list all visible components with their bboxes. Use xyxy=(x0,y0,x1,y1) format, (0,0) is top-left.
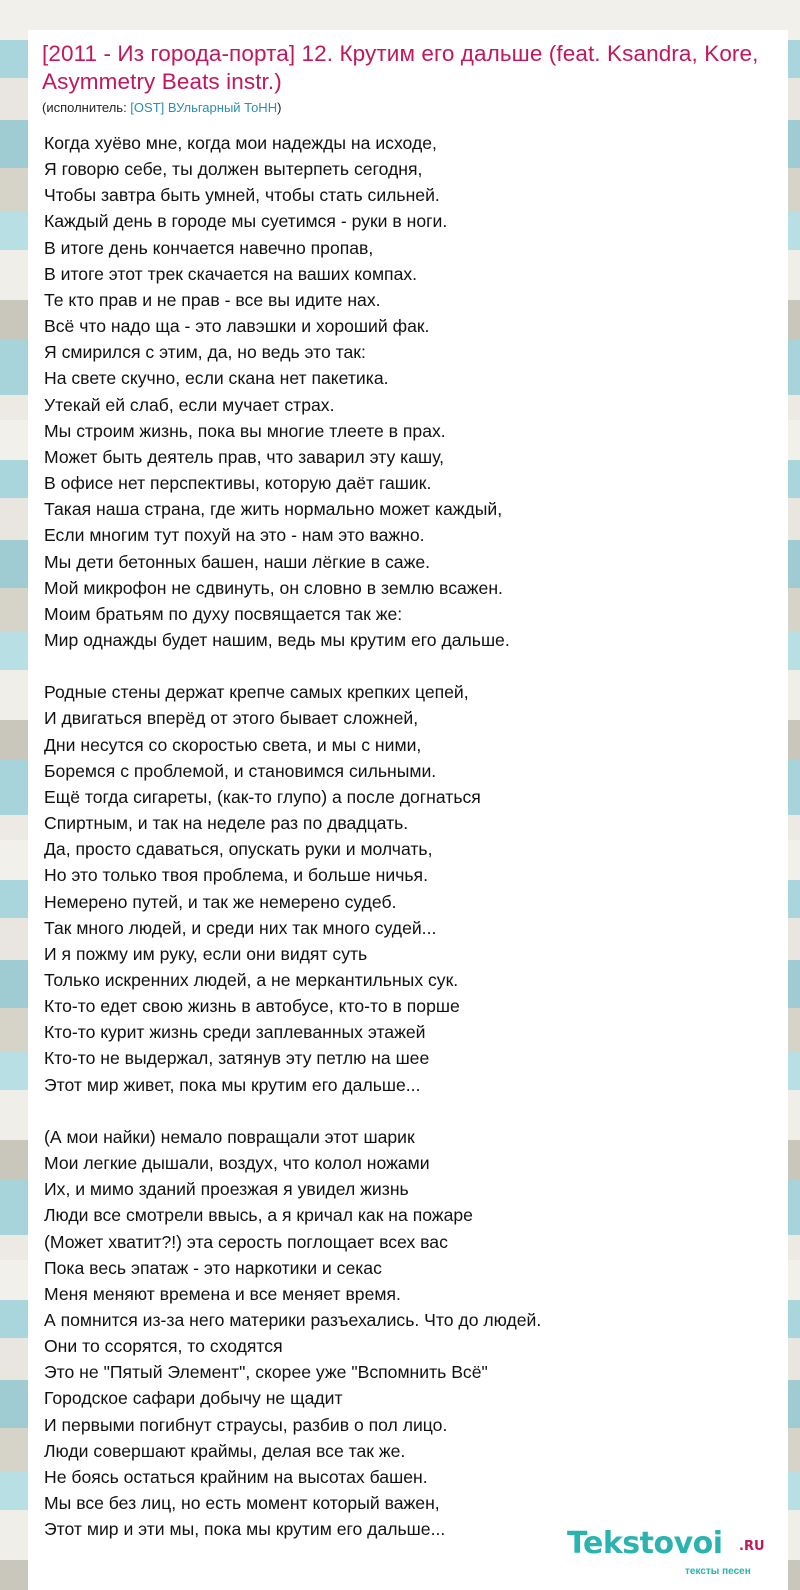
lyrics-text xyxy=(44,130,764,1542)
lyric-line: Ещё тогда сигареты, (как-то глупо) а после догнаться xyxy=(44,786,481,807)
lyric-line: Если многим тут похуй на это - нам это важно. xyxy=(44,525,425,546)
site-logo[interactable] xyxy=(567,1526,777,1582)
lyric-line: Я смирился с этим, да, но ведь это так: xyxy=(44,342,366,363)
lyric-line: Мы строим жизнь, пока вы многие тлеете в прах. xyxy=(44,420,446,441)
lyric-line: Они то ссорятся, то сходятся xyxy=(44,1336,283,1357)
lyric-line: Я говорю себе, ты должен вытерпеть сегодня, xyxy=(44,159,423,180)
lyric-line: Этот мир живет, пока мы крутим его дальше... xyxy=(44,1074,421,1095)
lyric-line: Родные стены держат крепче самых крепких цепей, xyxy=(44,682,469,703)
lyric-line: Меня меняют времена и все меняет время. xyxy=(44,1283,401,1304)
artist-suffix: ) xyxy=(277,100,282,115)
lyric-line: Только искренних людей, а не меркантильных сук. xyxy=(44,969,459,990)
lyric-line: Но это только твоя проблема, и больше ничья. xyxy=(44,865,428,886)
lyric-line: Когда хуёво мне, когда мои надежды на исходе, xyxy=(44,133,437,153)
lyric-line: Немерено путей, и так же немерено судеб. xyxy=(44,891,397,912)
lyric-line: Мы дети бетонных башен, наши лёгкие в саже. xyxy=(44,551,431,572)
lyric-line: Каждый день в городе мы суетимся - руки в ноги. xyxy=(44,211,448,232)
lyric-line: В итоге день кончается навечно пропав, xyxy=(44,237,374,258)
lyric-line: Этот мир и эти мы, пока мы крутим его дальше... xyxy=(44,1519,446,1540)
artist-prefix: (исполнитель: xyxy=(42,100,131,115)
lyric-line: Их, и мимо зданий проезжая я увидел жизнь xyxy=(44,1179,409,1200)
lyric-line: Пока весь эпатаж - это наркотики и секас xyxy=(44,1257,382,1278)
artist-link[interactable]: [OST] ВУльгарный ТоНН xyxy=(130,100,278,115)
lyric-line: Мои легкие дышали, воздух, что колол ножами xyxy=(44,1153,430,1174)
lyric-line: Всё что надо ща - это лавэшки и хороший фак. xyxy=(44,316,430,337)
lyric-line: И двигаться вперёд от этого бывает сложней, xyxy=(44,708,419,729)
lyric-line: А помнится из-за него материки разъехались. Что до людей. xyxy=(44,1310,542,1330)
lyric-line: Спиртным, и так на неделе раз по двадцать. xyxy=(44,813,409,834)
lyric-line: Кто-то не выдержал, затянув эту петлю на шее xyxy=(44,1048,430,1069)
lyric-line: Кто-то едет свою жизнь в автобусе, кто-то в порше xyxy=(44,996,460,1017)
lyric-line: На свете скучно, если скана нет пакетика. xyxy=(44,368,389,389)
lyric-line: Дни несутся со скоростью света, и мы с ними, xyxy=(44,734,422,755)
lyric-line: Мы все без лиц, но есть момент который важен, xyxy=(44,1493,440,1514)
lyrics-stanza xyxy=(44,130,764,653)
lyric-line: В итоге этот трек скачается на ваших компах. xyxy=(44,263,418,284)
lyric-line: В офисе нет перспективы, которую даёт гашик. xyxy=(44,473,432,494)
lyric-line: Может быть деятель прав, что заварил эту кашу, xyxy=(44,446,445,467)
lyric-line: И первыми погибнут страусы, разбив о пол лицо. xyxy=(44,1414,448,1435)
lyric-line: Моим братьям по духу посвящается так же: xyxy=(44,603,403,624)
lyric-line: Мой микрофон не сдвинуть, он словно в землю всажен. xyxy=(44,577,503,598)
lyric-line: Утекай ей слаб, если мучает страх. xyxy=(44,394,335,415)
lyric-line: (Может хватит?!) эта серость поглощает всех вас xyxy=(44,1231,448,1252)
lyric-line: Кто-то курит жизнь среди заплеванных этажей xyxy=(44,1022,426,1043)
song-title: [2011 - Из города-порта] 12. Крутим его дальше (feat. Ksandra, Kore, Asymmetry Beats instr.) xyxy=(42,41,759,94)
lyric-line: Боремся с проблемой, и становимся сильными. xyxy=(44,760,437,781)
lyrics-stanza xyxy=(44,679,764,1098)
lyric-line: Те кто прав и не прав - все вы идите нах. xyxy=(44,289,381,310)
lyric-line: Это не "Пятый Элемент", скорее уже "Вспомнить Всё" xyxy=(44,1362,488,1383)
logo-wordmark: Tekstovoi xyxy=(567,1526,723,1561)
logo-tagline: тексты песен xyxy=(685,1566,751,1577)
lyrics-page xyxy=(28,30,788,1590)
lyric-line: Люди все смотрели ввысь, а я кричал как на пожаре xyxy=(44,1205,473,1226)
lyric-line: И я пожму им руку, если они видят суть xyxy=(44,943,368,964)
lyric-line: Городское сафари добычу не щадит xyxy=(44,1388,343,1409)
lyric-line: Так много людей, и среди них так много судей... xyxy=(44,917,437,938)
lyric-line: Мир однажды будет нашим, ведь мы крутим его дальше. xyxy=(44,629,510,650)
lyric-line: (А мои найки) немало повращали этот шарик xyxy=(44,1126,415,1147)
lyric-line: Такая наша страна, где жить нормально может каждый, xyxy=(44,499,503,520)
artist-line xyxy=(42,100,281,116)
lyric-line: Не боясь остаться крайним на высотах башен. xyxy=(44,1466,428,1487)
logo-tld: .RU xyxy=(739,1539,765,1554)
lyrics-stanza xyxy=(44,1124,764,1543)
lyric-line: Люди совершают краймы, делая все так же. xyxy=(44,1440,406,1461)
lyric-line: Да, просто сдаваться, опускать руки и молчать, xyxy=(44,839,433,860)
lyric-line: Чтобы завтра быть умней, чтобы стать сильней. xyxy=(44,185,440,206)
